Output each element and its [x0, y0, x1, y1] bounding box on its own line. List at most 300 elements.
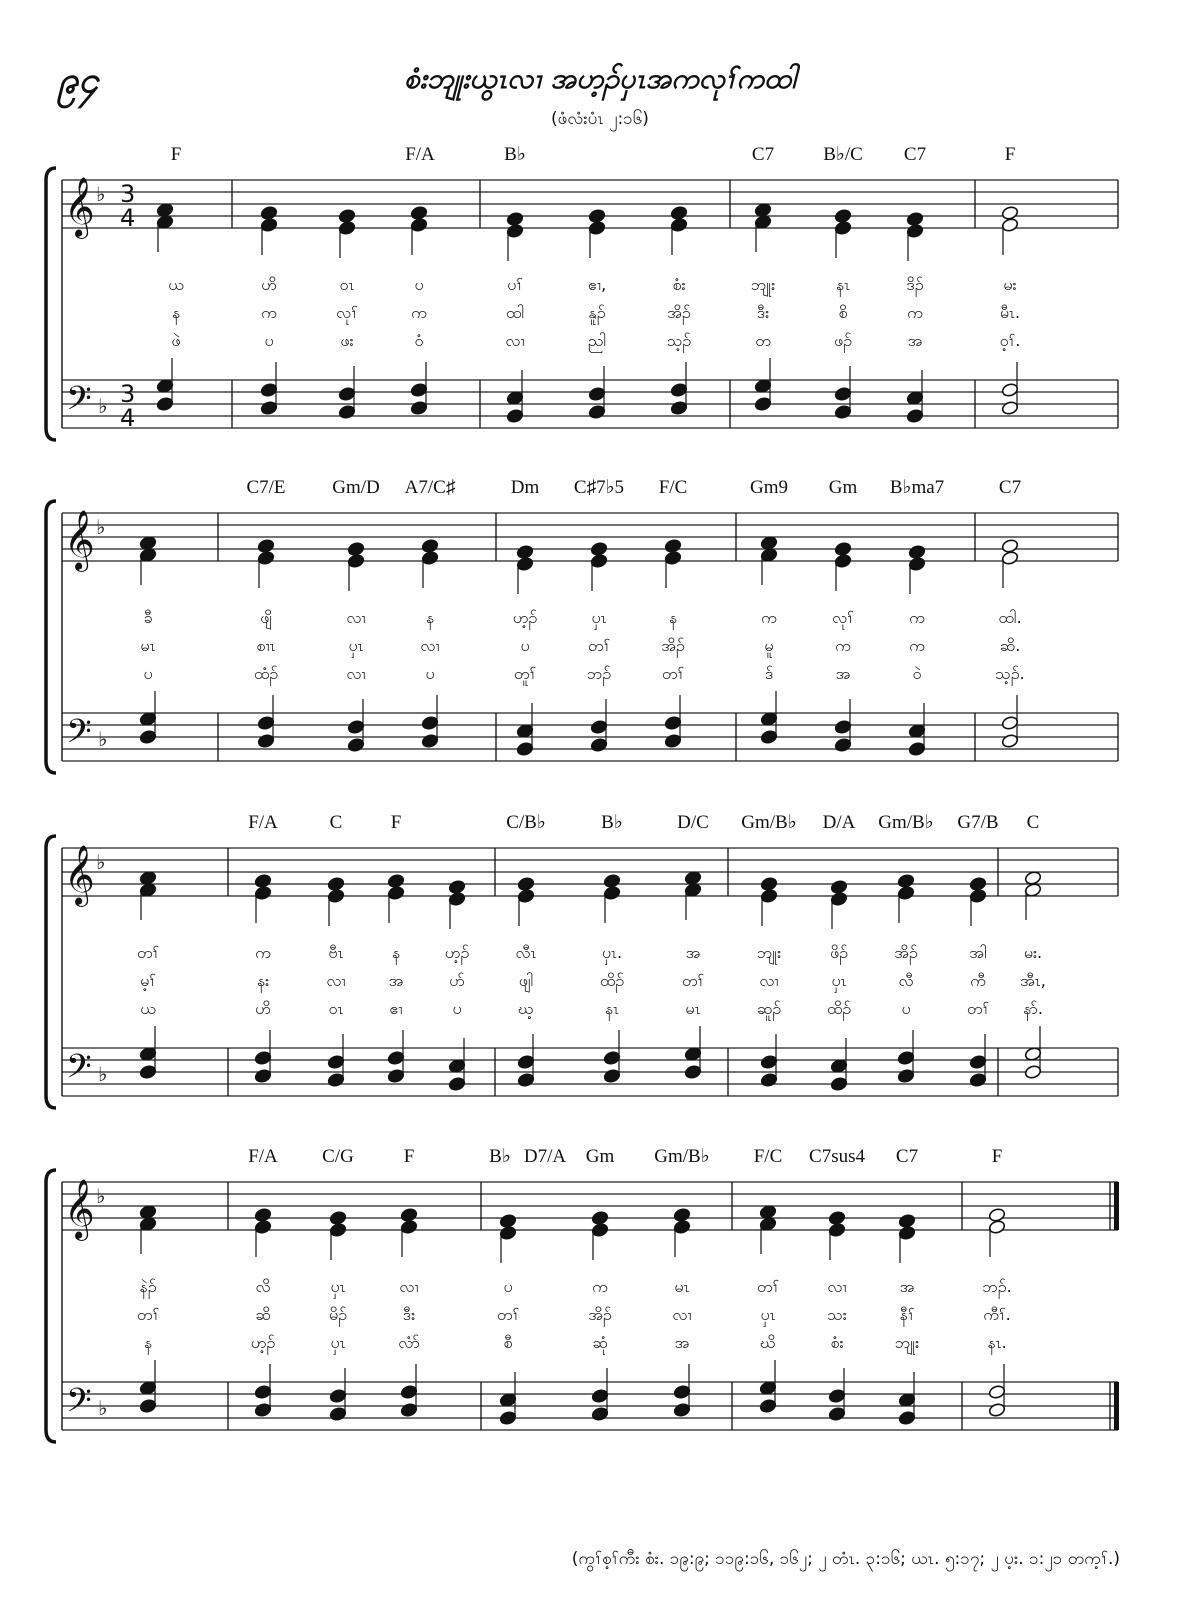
note-head	[908, 723, 926, 738]
note-head	[760, 547, 778, 562]
lyric-verse-2-syllable: ဒီး	[402, 1305, 416, 1324]
note-head	[590, 553, 608, 568]
note-head	[670, 382, 688, 397]
lyric-verse-1-syllable: မး.	[1023, 943, 1043, 962]
lyric-verse-2-syllable: ပှၤ	[760, 1305, 776, 1324]
chord-symbol: C7	[903, 144, 927, 165]
key-signature-flat-icon: ♭	[98, 727, 108, 751]
lyric-verse-1-syllable: ဖိၣ်	[829, 943, 849, 962]
system-bracket	[46, 1170, 56, 1442]
note-head	[673, 1219, 691, 1234]
note-head	[830, 879, 848, 894]
note-head	[828, 1210, 846, 1225]
chord-symbol: F/A	[248, 1146, 278, 1167]
lyric-verse-1-syllable: ပှၤ	[591, 608, 607, 627]
note-head	[754, 396, 772, 411]
bass-clef-icon: 𝄢	[66, 1048, 92, 1094]
key-signature-flat-icon: ♭	[96, 515, 106, 539]
bass-clef-icon: 𝄢	[66, 713, 92, 759]
note-head	[588, 220, 606, 235]
chord-symbol: Gm9	[750, 477, 788, 498]
note-head	[1001, 538, 1019, 553]
note-head	[591, 1388, 609, 1403]
final-barline-thick	[1114, 1182, 1119, 1230]
lyric-verse-2-syllable: တၢ်	[681, 971, 705, 990]
note-head	[410, 217, 428, 232]
note-head	[830, 1076, 848, 1091]
note-head	[684, 882, 702, 897]
lyric-verse-1-syllable: နၤ	[835, 275, 851, 294]
lyric-verse-3-syllable: ဒ်	[764, 664, 774, 683]
note-head	[400, 1219, 418, 1234]
lyric-verse-2-syllable: ဒီး	[756, 303, 770, 322]
lyric-verse-2-syllable: အ	[388, 971, 404, 990]
note-head	[139, 882, 157, 897]
note-head	[400, 1207, 418, 1222]
note-head	[906, 390, 924, 405]
lyric-verse-2-syllable: မိၣ်	[328, 1305, 348, 1324]
chord-symbol: F	[390, 812, 402, 833]
lyric-verse-2-syllable: ထိၣ်	[599, 971, 625, 990]
note-head	[969, 888, 987, 903]
chord-symbol: G7/B	[957, 812, 999, 833]
lyric-verse-3-syllable: စံး	[830, 1333, 844, 1352]
lyric-verse-2-syllable: ကီ	[970, 971, 986, 990]
note-head	[670, 217, 688, 232]
note-head	[591, 1210, 609, 1225]
lyric-verse-2-syllable: တၢ်	[496, 1305, 520, 1324]
note-head	[670, 400, 688, 415]
note-head	[834, 208, 852, 223]
note-head	[506, 223, 524, 238]
note-head	[387, 1068, 405, 1083]
note-head	[139, 535, 157, 550]
note-head	[517, 1054, 535, 1069]
lyric-verse-1-syllable: ဖျိ	[260, 608, 272, 627]
lyric-verse-1-syllable: လၢ	[827, 1277, 847, 1296]
note-head	[897, 885, 915, 900]
lyric-verse-3-syllable: နၤ.	[987, 1333, 1007, 1352]
note-head	[834, 220, 852, 235]
lyric-verse-1-syllable: အါ	[969, 943, 987, 962]
lyric-verse-1-syllable: လုၢ်	[832, 608, 854, 627]
lyric-verse-2-syllable: လၢ	[672, 1305, 692, 1324]
lyric-verse-3-syllable: ဘျုး	[894, 1333, 920, 1352]
note-head	[988, 1402, 1006, 1417]
note-head	[603, 873, 621, 888]
system-bracket	[46, 836, 56, 1108]
note-head	[673, 1207, 691, 1222]
note-head	[760, 729, 778, 744]
lyric-verse-1-syllable: ဟိ	[261, 275, 277, 294]
note-head	[908, 556, 926, 571]
chord-symbol: F/C	[753, 1146, 783, 1167]
lyric-verse-2-syllable: ကီၢ်.	[983, 1305, 1011, 1324]
note-head	[156, 202, 174, 217]
note-head	[410, 382, 428, 397]
lyric-verse-1-syllable: စံး	[672, 275, 686, 294]
lyric-verse-2-syllable: ထါ	[505, 303, 525, 322]
lyric-verse-1-syllable: ဗီၤ	[328, 943, 344, 962]
lyric-verse-1-syllable: မး	[1003, 275, 1017, 294]
note-head	[516, 556, 534, 571]
lyric-verse-2-syllable: နး	[256, 971, 270, 990]
note-head	[499, 1392, 517, 1407]
key-signature-flat-icon: ♭	[96, 182, 106, 206]
key-signature-flat-icon: ♭	[96, 1184, 106, 1208]
note-head	[338, 208, 356, 223]
note-head	[1001, 217, 1019, 232]
lyric-verse-2-syllable: မၤ	[140, 636, 156, 655]
note-head	[139, 547, 157, 562]
note-head	[448, 1076, 466, 1091]
note-head	[329, 1388, 347, 1403]
note-head	[759, 1380, 777, 1395]
lyric-verse-3-syllable: နာ်.	[1023, 999, 1043, 1018]
note-head	[254, 873, 272, 888]
lyric-verse-2-syllable: ဆိ	[255, 1305, 271, 1324]
note-head	[834, 737, 852, 752]
lyric-verse-3-syllable: ဧၢ	[389, 999, 403, 1018]
note-head	[421, 715, 439, 730]
note-head	[421, 550, 439, 565]
lyric-verse-3-syllable: န	[143, 1333, 153, 1352]
note-head	[684, 1046, 702, 1061]
note-head	[834, 719, 852, 734]
note-head	[347, 553, 365, 568]
chord-symbol: C7sus4	[809, 1146, 865, 1167]
time-signature-denominator: 4	[120, 204, 136, 232]
note-head	[603, 1050, 621, 1065]
lyric-verse-2-syllable: မီၤ.	[999, 303, 1021, 322]
lyric-verse-1-syllable: ပ	[414, 275, 424, 294]
lyric-verse-1-syllable: အိၣ်	[894, 943, 918, 962]
note-head	[517, 888, 535, 903]
lyric-verse-1-syllable: က	[909, 608, 925, 627]
note-head	[139, 1204, 157, 1219]
chord-symbol: C7/E	[246, 477, 286, 498]
treble-clef-icon: 𝄞	[64, 510, 95, 570]
note-head	[830, 891, 848, 906]
lyric-verse-2-syllable: ဆိ.	[999, 636, 1021, 655]
chord-symbol: Gm	[828, 477, 858, 498]
note-head	[499, 1410, 517, 1425]
note-head	[988, 1219, 1006, 1234]
note-head	[156, 214, 174, 229]
lyric-verse-3-syllable: ပ	[901, 999, 911, 1018]
lyric-verse-2-syllable: က	[261, 303, 277, 322]
note-head	[139, 1046, 157, 1061]
cross-references: (ကွၢ်စ့ၢ်ကီး စံး. ၁၉:၉; ၁၁၉:၁၆, ၁၆၂; ၂ တံၤ. ၃:၁၆; ယၤ. ၅:၁၇; ၂ ပ့း. ၁:၂၁ တက့ၢ်.)	[571, 1549, 1120, 1569]
lyric-verse-3-syllable: ပ	[143, 664, 153, 683]
scripture-reference: (ဖံလံးပံၤ ၂:၁၆)	[551, 109, 649, 129]
lyric-verse-3-syllable: ပှၤ	[330, 1333, 346, 1352]
chord-symbol: D/A	[822, 812, 856, 833]
lyric-verse-2-syllable: အိၣ်	[667, 303, 691, 322]
note-head	[603, 1068, 621, 1083]
lyric-verse-1-syllable: ခီ	[143, 608, 153, 627]
lyric-verse-2-syllable: လီ	[898, 971, 914, 990]
lyric-verse-3-syllable: ဝဲ	[912, 664, 922, 683]
note-head	[759, 1204, 777, 1219]
lyric-verse-3-syllable: အ	[674, 1333, 690, 1352]
note-head	[254, 1384, 272, 1399]
hymn-title: စံးဘျုးယွၤလၢ အဟ့ၣ်ပှၤအကလုၢ်ကထါ	[404, 62, 796, 95]
lyric-verse-1-syllable: ဘၣ်.	[982, 1277, 1012, 1296]
bass-clef-icon: 𝄢	[66, 380, 92, 426]
note-head	[830, 1058, 848, 1073]
lyric-verse-2-syllable: မူ	[764, 636, 774, 655]
note-head	[590, 737, 608, 752]
note-head	[516, 723, 534, 738]
lyric-verse-2-syllable: က	[907, 303, 923, 322]
lyric-verse-2-syllable: က	[835, 636, 851, 655]
note-head	[1001, 550, 1019, 565]
note-head	[387, 1050, 405, 1065]
lyric-verse-3-syllable: တၢ်	[966, 999, 990, 1018]
lyric-verse-1-syllable: ဘျုး	[750, 275, 776, 294]
chord-symbol: Gm	[585, 1146, 615, 1167]
note-head	[664, 715, 682, 730]
lyric-verse-1-syllable: န	[425, 608, 435, 627]
chord-symbol: C	[1026, 812, 1040, 833]
chord-symbol: B♭	[504, 144, 526, 165]
lyric-verse-3-syllable: လၢ	[505, 331, 525, 350]
chord-symbol: C7	[998, 477, 1022, 498]
note-head	[588, 386, 606, 401]
note-head	[448, 891, 466, 906]
note-head	[410, 400, 428, 415]
lyric-verse-1-syllable: ဟ့ၣ်	[444, 943, 470, 962]
note-head	[1001, 733, 1019, 748]
note-head	[139, 1380, 157, 1395]
chord-symbol: F	[1004, 144, 1016, 165]
lyric-verse-3-syllable: ဘၣ်	[586, 664, 612, 683]
note-head	[156, 378, 174, 393]
time-signature-denominator: 4	[120, 404, 136, 432]
note-head	[1001, 205, 1019, 220]
lyric-verse-2-syllable: အီၤ,	[1020, 971, 1046, 990]
chord-symbol: F/A	[248, 812, 278, 833]
lyric-verse-1-syllable: လၢ	[399, 1277, 419, 1296]
note-head	[670, 205, 688, 220]
note-head	[908, 544, 926, 559]
note-head	[347, 541, 365, 556]
lyric-verse-3-syllable: လၢ	[346, 664, 366, 683]
note-head	[387, 873, 405, 888]
lyric-verse-2-syllable: တၢ်	[587, 636, 611, 655]
key-signature-flat-icon: ♭	[98, 394, 108, 418]
chord-symbol: C	[329, 812, 343, 833]
note-head	[834, 386, 852, 401]
chord-symbol: Gm/B♭	[741, 812, 797, 833]
lyric-verse-3-syllable: ဃိ	[760, 1333, 776, 1352]
note-head	[421, 733, 439, 748]
system-4	[46, 1146, 1119, 1442]
lyric-verse-3-syllable: တၢ်	[661, 664, 685, 683]
lyric-verse-3-syllable: ယ	[140, 999, 156, 1018]
lyric-verse-3-syllable: ထိၣ်	[826, 999, 852, 1018]
lyric-verse-2-syllable: စိ	[838, 303, 848, 322]
note-head	[760, 1054, 778, 1069]
lyric-verse-3-syllable: မၤ	[685, 999, 701, 1018]
note-head	[754, 214, 772, 229]
note-head	[754, 378, 772, 393]
lyric-verse-3-syllable: ဟ့ၣ်	[250, 1333, 276, 1352]
note-head	[754, 202, 772, 217]
system-3	[46, 812, 1118, 1108]
lyric-verse-2-syllable: ဖျါ	[518, 971, 534, 990]
note-head	[760, 535, 778, 550]
note-head	[506, 390, 524, 405]
note-head	[506, 408, 524, 423]
note-head	[257, 550, 275, 565]
time-signature-numerator: 3	[120, 180, 136, 208]
note-head	[139, 729, 157, 744]
lyric-verse-2-syllable: နီၢ်	[899, 1305, 915, 1324]
note-head	[898, 1225, 916, 1240]
note-head	[684, 870, 702, 885]
key-signature-flat-icon: ♭	[98, 1062, 108, 1086]
note-head	[588, 208, 606, 223]
note-head	[906, 223, 924, 238]
lyric-verse-3-syllable: ထံၣ်	[253, 664, 279, 683]
note-head	[387, 885, 405, 900]
note-head	[338, 404, 356, 419]
lyric-verse-2-syllable: နူၣ်	[588, 303, 606, 322]
note-head	[516, 544, 534, 559]
chord-symbol: C7	[895, 1146, 919, 1167]
chord-symbol: B♭ma7	[889, 477, 945, 498]
note-head	[828, 1222, 846, 1237]
chord-symbol: F/A	[405, 144, 435, 165]
note-head	[327, 888, 345, 903]
note-head	[410, 205, 428, 220]
chord-symbol: F/C	[658, 477, 688, 498]
note-head	[1001, 382, 1019, 397]
lyric-verse-3-syllable: ပ	[425, 664, 435, 683]
lyric-verse-2-syllable: အိၣ်	[588, 1305, 612, 1324]
lyric-verse-3-syllable: ဃ့	[518, 999, 534, 1018]
lyric-verse-3-syllable: တ	[755, 331, 771, 350]
lyric-verse-1-syllable: က	[761, 608, 777, 627]
lyric-verse-3-syllable: ဆုံ	[592, 1333, 608, 1352]
lyric-verse-2-syllable: ပ	[520, 636, 530, 655]
note-head	[897, 1068, 915, 1083]
lyric-verse-1-syllable: ထါ.	[998, 608, 1022, 627]
chord-symbol: B♭/C	[823, 144, 863, 165]
lyric-verse-3-syllable: ဖး	[340, 331, 354, 350]
key-signature-flat-icon: ♭	[96, 850, 106, 874]
lyric-verse-3-syllable: အ	[907, 331, 923, 350]
key-signature-flat-icon: ♭	[98, 1396, 108, 1420]
treble-clef-icon: 𝄞	[64, 845, 95, 905]
note-head	[517, 876, 535, 891]
note-head	[499, 1225, 517, 1240]
note-head	[760, 888, 778, 903]
lyric-verse-1-syllable: ဘျုး	[756, 943, 782, 962]
lyric-verse-1-syllable: ဝၤ	[339, 275, 355, 294]
note-head	[338, 386, 356, 401]
chord-symbol: B♭	[601, 812, 623, 833]
note-head	[591, 1222, 609, 1237]
lyric-verse-2-syllable: ပှၤ	[831, 971, 847, 990]
note-head	[139, 1398, 157, 1413]
note-head	[260, 382, 278, 397]
note-head	[664, 550, 682, 565]
lyric-verse-1-syllable: ပၢ်	[507, 275, 523, 294]
note-head	[898, 1213, 916, 1228]
note-head	[906, 408, 924, 423]
chord-symbol: C/B♭	[506, 812, 546, 833]
lyric-verse-1-syllable: တၢ်	[136, 943, 160, 962]
lyric-verse-2-syllable: လၢ	[420, 636, 440, 655]
note-head	[1024, 870, 1042, 885]
note-head	[254, 1219, 272, 1234]
note-head	[673, 1384, 691, 1399]
note-head	[588, 404, 606, 419]
lyric-verse-2-syllable: တၢ်	[136, 1305, 160, 1324]
lyric-verse-1-syllable: ယ	[168, 275, 184, 294]
note-head	[1024, 1064, 1042, 1079]
lyric-verse-1-syllable: န	[391, 943, 401, 962]
note-head	[834, 553, 852, 568]
lyric-verse-3-syllable: ဖဲ	[171, 331, 181, 350]
lyric-verse-1-syllable: ဒိၣ်	[906, 275, 924, 294]
note-head	[260, 205, 278, 220]
system-2	[46, 477, 1118, 773]
chord-symbol: F	[403, 1146, 415, 1167]
note-head	[260, 217, 278, 232]
lyric-verse-3-syllable: ဟိ	[255, 999, 271, 1018]
treble-clef-icon: 𝄞	[64, 1179, 95, 1239]
note-head	[156, 396, 174, 411]
lyric-verse-2-syllable: ပာ်	[449, 971, 465, 990]
lyric-verse-2-syllable: က	[909, 636, 925, 655]
chord-symbol: Gm/B♭	[654, 1146, 710, 1167]
note-head	[257, 733, 275, 748]
lyric-verse-1-syllable: န	[668, 608, 678, 627]
note-head	[590, 719, 608, 734]
lyric-verse-1-syllable: ပှၤ.	[601, 943, 623, 962]
lyric-verse-1-syllable: ပှၤ	[330, 1277, 346, 1296]
time-signature-numerator: 3	[120, 380, 136, 408]
note-head	[969, 876, 987, 891]
lyric-verse-2-syllable: န	[171, 303, 181, 322]
note-head	[908, 741, 926, 756]
note-head	[673, 1402, 691, 1417]
lyric-verse-1-syllable: လီၤ	[515, 943, 537, 962]
note-head	[327, 876, 345, 891]
note-head	[506, 211, 524, 226]
chord-symbol: D7/A	[523, 1146, 567, 1167]
lyric-verse-1-syllable: က	[255, 943, 271, 962]
chord-symbol: B♭	[489, 1146, 511, 1167]
note-head	[327, 1072, 345, 1087]
note-head	[1024, 1046, 1042, 1061]
lyric-verse-3-syllable: အ	[835, 664, 851, 683]
note-head	[517, 1072, 535, 1087]
note-head	[969, 1054, 987, 1069]
note-head	[759, 1216, 777, 1231]
lyric-verse-3-syllable: တူၢ်	[513, 664, 537, 683]
chord-symbol: Dm	[510, 477, 540, 498]
note-head	[969, 1072, 987, 1087]
note-head	[603, 885, 621, 900]
note-head	[448, 1058, 466, 1073]
note-head	[516, 741, 534, 756]
lyric-verse-2-syllable: စၢၤ	[256, 636, 276, 655]
